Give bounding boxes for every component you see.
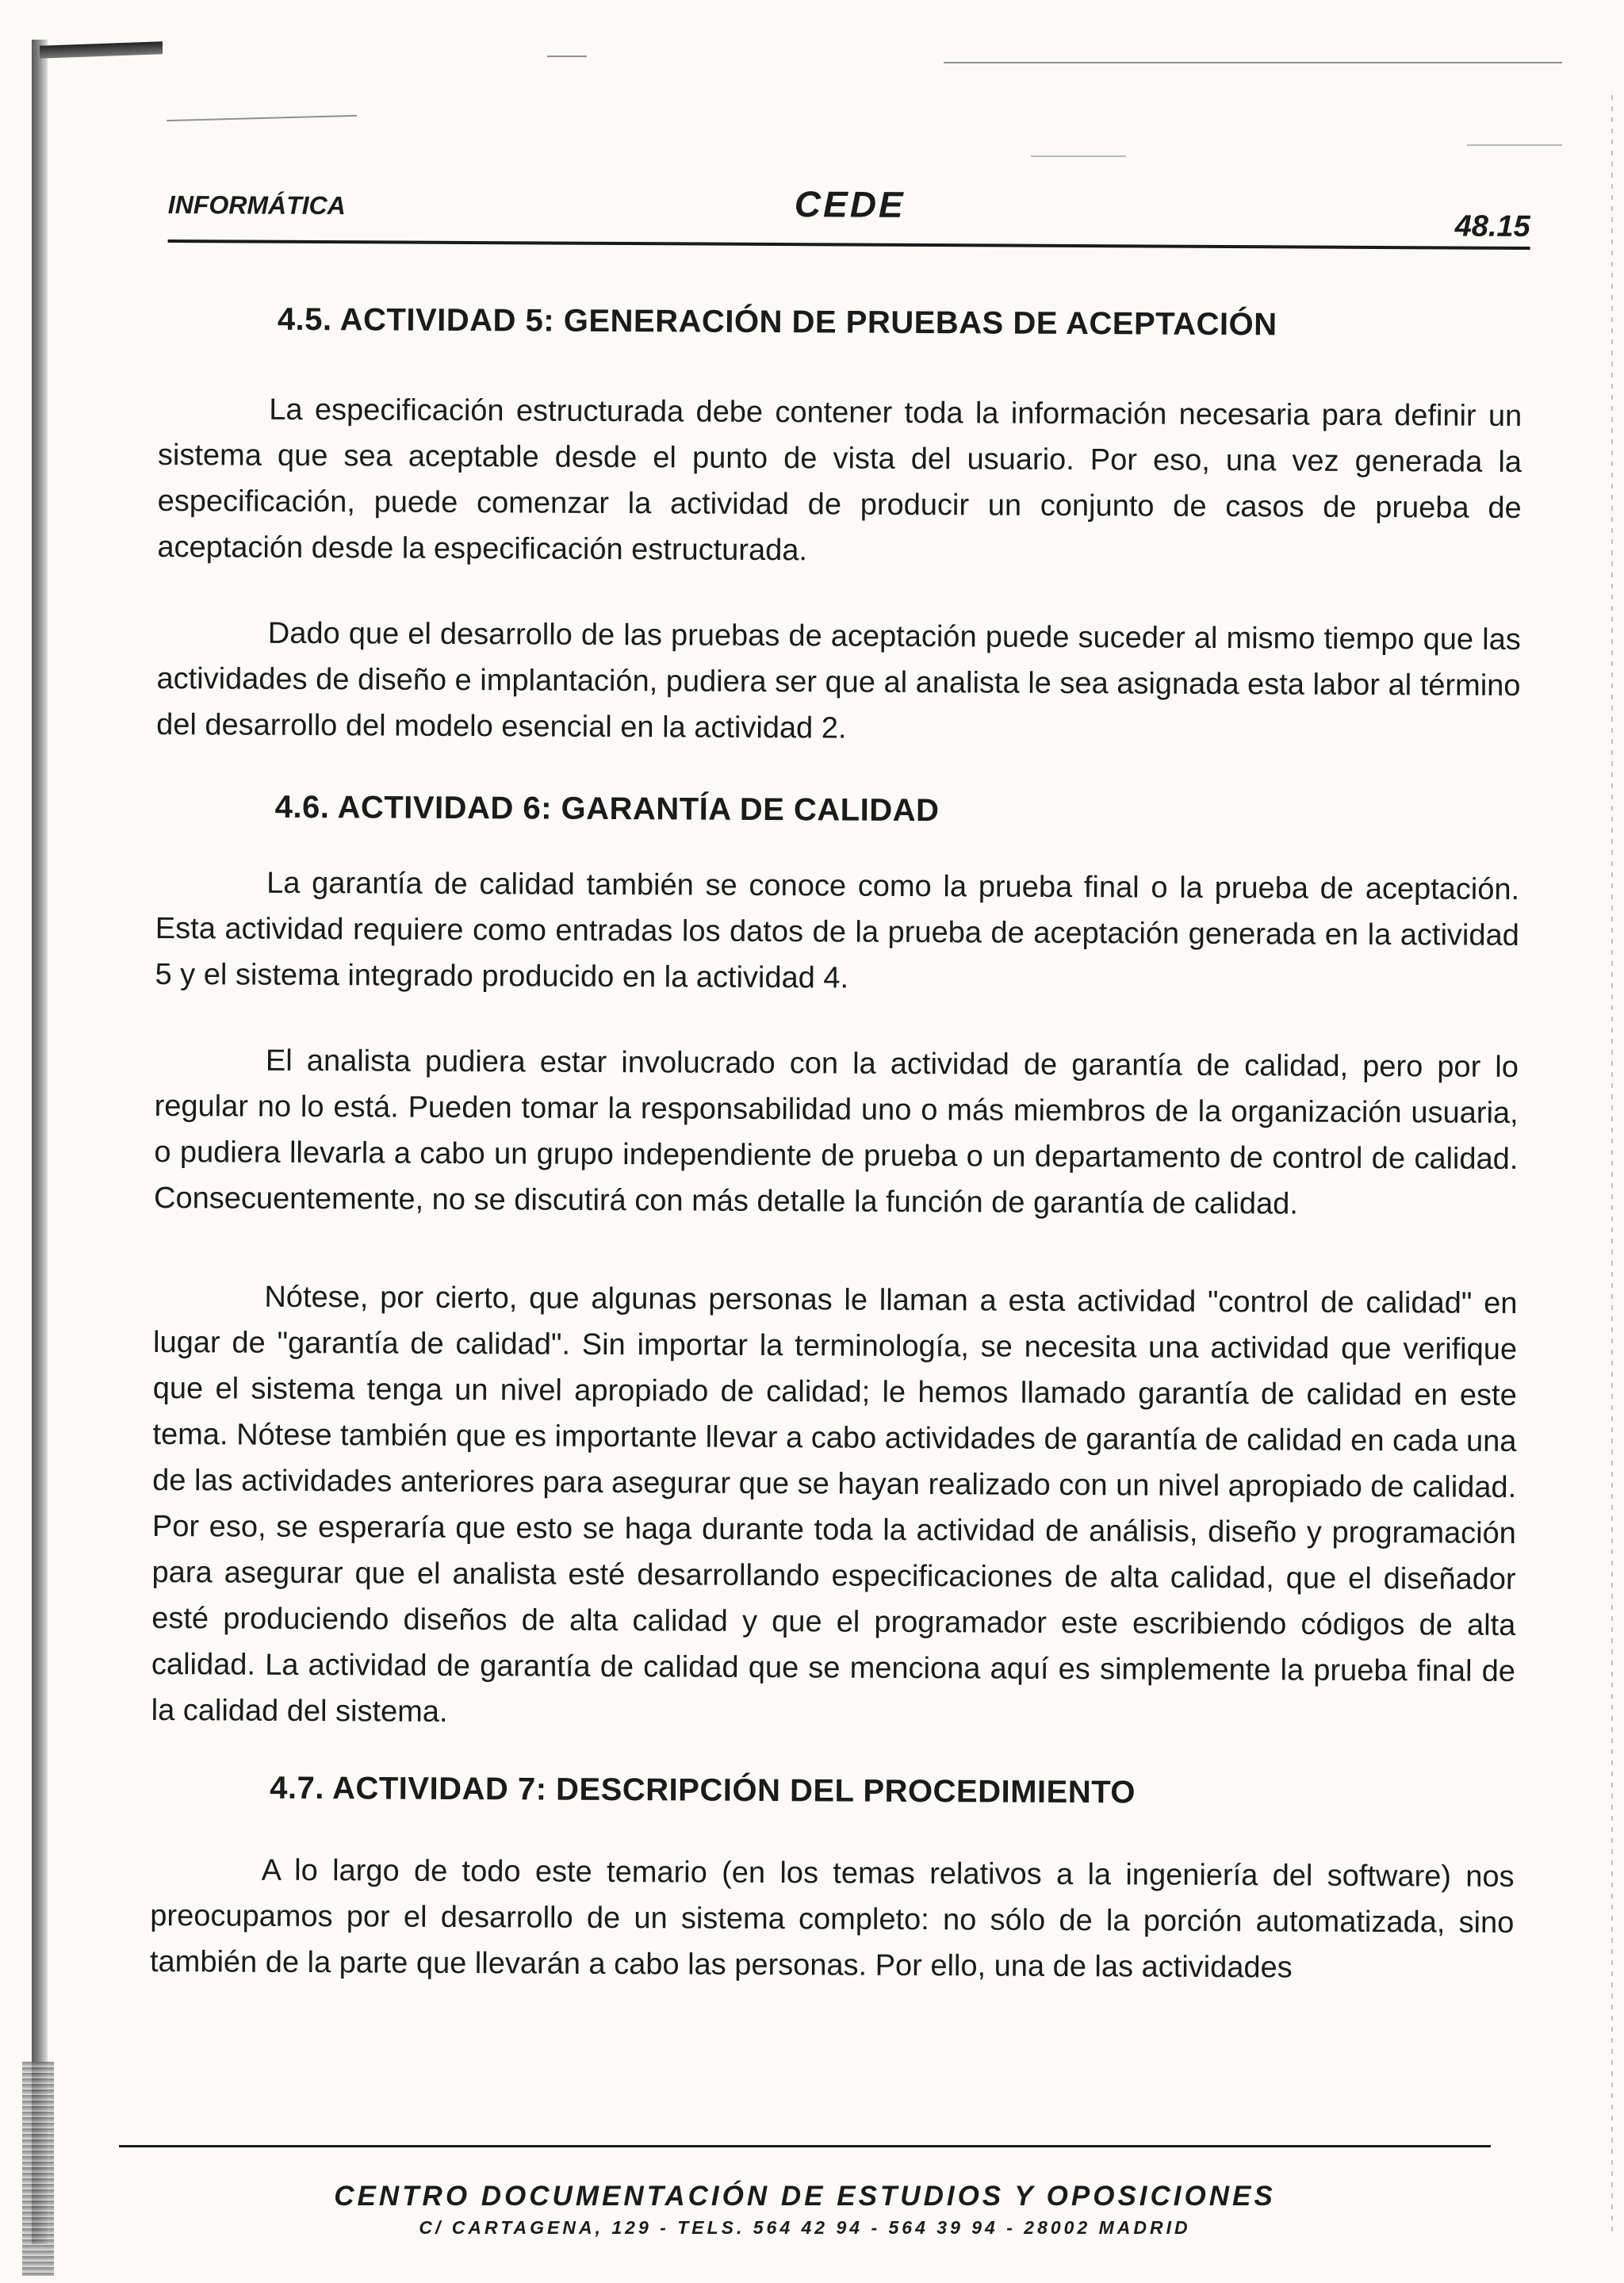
footer-title: CENTRO DOCUMENTACIÓN DE ESTUDIOS Y OPOSICIONES [334, 2181, 1276, 2212]
paragraph: La garantía de calidad también se conoce como la prueba final o la prueba de aceptación. Esta actividad requiere como entradas los datos de la prueba de aceptación generada en la actividad 5 y el sistema integrado producido en la actividad 4. [155, 866, 1520, 995]
scan-noise-line [1467, 144, 1562, 146]
paragraph: La especificación estructurada debe contener toda la información necesaria para definir un sistema que sea aceptable desde el punto de vista del usuario. Por eso, una vez generada la especificación, puede comenzar la actividad de producir un conjunto de casos de prueba de aceptación desde la especificación estructurada. [157, 393, 1522, 568]
header-section-label: INFORMÁTICA [167, 190, 346, 220]
scan-bottom-edge [22, 2062, 54, 2276]
section-4-6 [151, 789, 1520, 1741]
scan-noise-line [547, 56, 587, 57]
scan-noise-line [167, 115, 357, 121]
scan-left-edge [32, 40, 48, 2244]
scan-right-edge [1611, 95, 1613, 2236]
section-4-5 [156, 301, 1522, 755]
paragraph: A lo largo de todo este temario (en los temas relativos a la ingeniería del software) nos preocupamos por el desarrollo de un sistema completo: no sólo de la porción automatizada, sino también de la parte que llevarán a cabo las personas. Por ello, una de las actividades [149, 1853, 1515, 1985]
section-heading: 4.6. ACTIVIDAD 6: GARANTÍA DE CALIDAD [274, 789, 940, 829]
page-footer [119, 2145, 1491, 2239]
section-4-7 [150, 1770, 1515, 1992]
scan-noise-line [1031, 155, 1126, 157]
section-heading: 4.5. ACTIVIDAD 5: GENERACIÓN DE PRUEBAS DE ACEPTACIÓN [277, 301, 1277, 343]
paragraph: Nótese, por cierto, que algunas personas le llaman a esta actividad "control de calidad" en lugar de "garantía de calidad". Sin importar la terminología, se necesita una actividad que verifique que el sistema tenga un nivel apropiado de calidad; le hemos llamado garantía de calidad en este tema. Nótese también que es importante llevar a cabo actividades de garantía de calidad en cada una de las actividades anteriores para asegurar que se hayan realizado con un nivel apropiado de calidad. Por eso, se esperaría que esto se haga durante toda la actividad de análisis, diseño y programación para asegurar que el analista esté desarrollando especificaciones de alta calidad, que el diseñador esté produciendo diseños de alta calidad y que el programador este escribiendo códigos de alta calidad. La actividad de garantía de calidad que se menciona aquí es simplemente la prueba final de la calidad del sistema. [151, 1280, 1518, 1729]
scan-noise-line [944, 62, 1562, 63]
header-publisher-logo: CEDE [794, 183, 906, 225]
page-header [168, 184, 1530, 250]
scan-top-corner [40, 41, 163, 58]
paragraph: El analista pudiera estar involucrado con la actividad de garantía de calidad, pero por lo regular no lo está. Pueden tomar la responsabilidad uno o más miembros de la organización usuaria, o pudiera llevarla a cabo un grupo independiente de prueba o un departamento de control de calidad. Consecuentemente, no se discutirá con más detalle la función de garantía de calidad. [153, 1044, 1519, 1221]
header-page-number: 48.15 [1454, 209, 1530, 243]
document-body [150, 301, 1522, 1992]
paragraph: Dado que el desarrollo de las pruebas de aceptación puede suceder al mismo tiempo que las actividades de diseño e implantación, pudiera ser que al analista le sea asignada esta labor al término del desarrollo del modelo esencial en la actividad 2. [156, 616, 1521, 745]
footer-address: C/ CARTAGENA, 129 - TELS. 564 42 94 - 564 39 94 - 28002 MADRID [419, 2217, 1191, 2238]
section-heading: 4.7. ACTIVIDAD 7: DESCRIPCIÓN DEL PROCEDIMIENTO [270, 1770, 1136, 1810]
